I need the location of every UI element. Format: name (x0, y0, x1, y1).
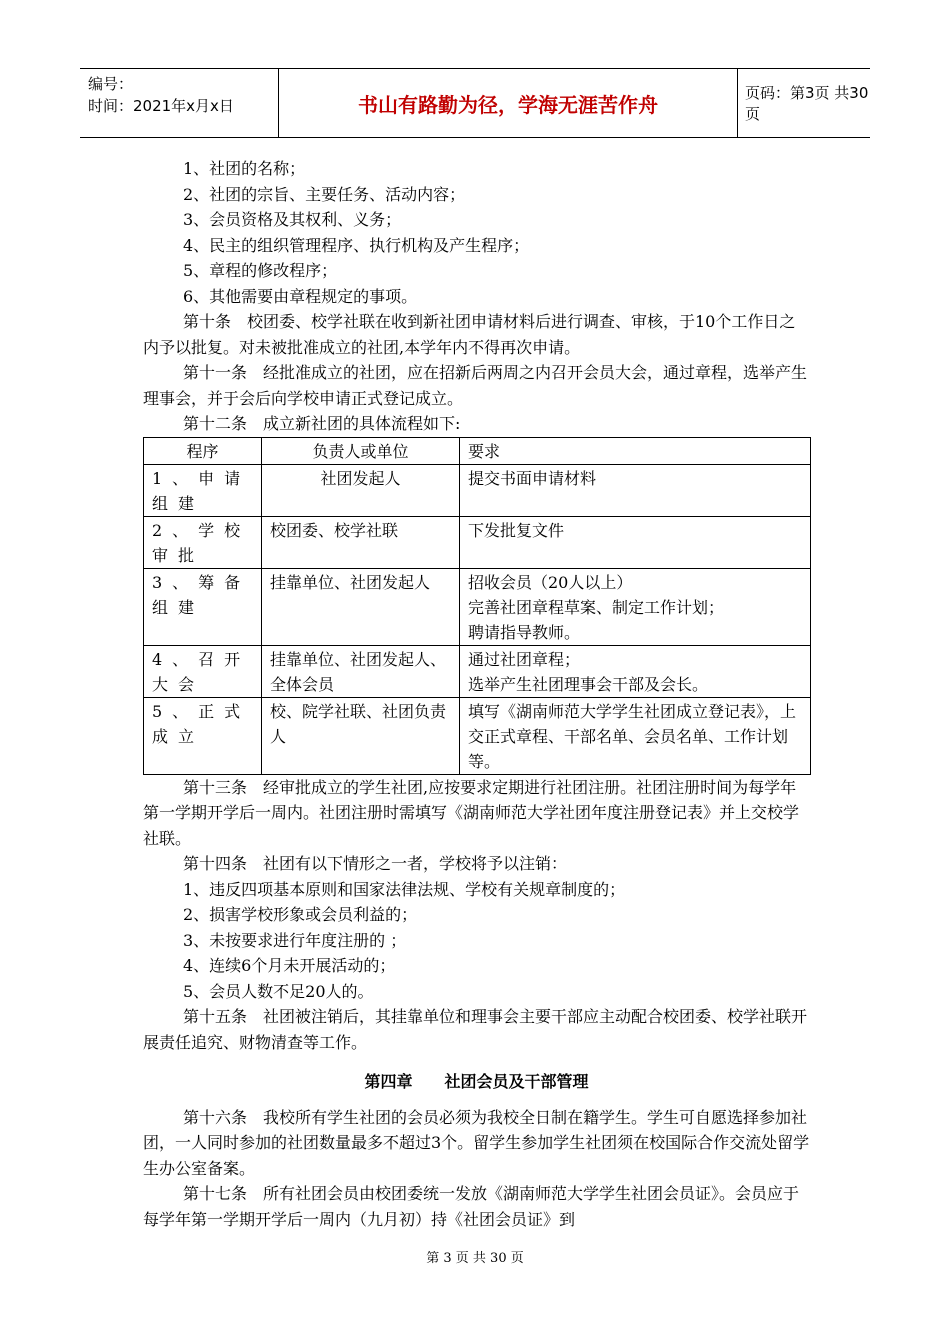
list-item: 1、违反四项基本原则和国家法律法规、学校有关规章制度的； (183, 879, 626, 899)
table-cell-step: 2、学校审批 (144, 516, 262, 568)
document-number-label: 编号： (88, 75, 134, 93)
table-header-cell: 负责人或单位 (262, 437, 460, 464)
page-header (80, 68, 870, 138)
table-cell-req: 下发批复文件 (460, 516, 811, 568)
list-item: 5、章程的修改程序； (183, 261, 338, 280)
article-11: 第十一条 经批准成立的社团，应在招新后两周之内召开会员大会，通过章程，选举产生理事会，并于会后向学校申请正式登记成立。 (143, 363, 808, 408)
chapter-title: 第四章 社团会员及干部管理 (364, 1072, 589, 1091)
table-row (144, 568, 811, 645)
article-17: 第十七条 所有社团会员由校团委统一发放《湖南师范大学学生社团会员证》。会员应于每学年第一学期开学后一周内（九月初）持《社团会员证》到 (143, 1184, 800, 1229)
table-cell-step: 5、正式成立 (144, 697, 262, 774)
table-header-row (144, 437, 811, 464)
table-cell-step: 3、筹备组建 (144, 568, 262, 645)
table-cell-owner: 校、院学社联、社团负责人 (262, 697, 460, 774)
list-item: 5、会员人数不足20人的。 (183, 981, 374, 1001)
article-10: 第十条 校团委、校学社联在收到新社团申请材料后进行调查、审核，于10个工作日之内予以批复。对未被批准成立的社团,本学年内不得再次申请。 (143, 312, 796, 357)
table-cell-owner: 社团发起人 (262, 464, 460, 516)
page-footer: 第 3 页 共 30 页 (426, 1251, 524, 1266)
table-cell-owner: 挂靠单位、社团发起人 (262, 568, 460, 645)
article-12: 第十二条 成立新社团的具体流程如下: (183, 414, 461, 433)
document-date-label: 时间：2021年x月x日 (88, 97, 234, 115)
article-14: 第十四条 社团有以下情形之一者，学校将予以注销： (183, 854, 568, 873)
header-motto: 书山有路勤为径，学海无涯苦作舟 (278, 69, 738, 137)
process-table (143, 437, 811, 775)
table-cell-req: 招收会员（20人以上） 完善社团章程草案、制定工作计划； 聘请指导教师。 (460, 568, 811, 645)
table-cell-req: 填写《湖南师范大学学生社团成立登记表》，上交正式章程、干部名单、会员名单、工作计划等。 (460, 697, 811, 774)
header-page-info: 页码：第3页 共30页 (745, 84, 869, 123)
document-body (143, 156, 810, 1232)
list-item: 2、损害学校形象或会员利益的； (183, 905, 418, 924)
article-16: 第十六条 我校所有学生社团的会员必须为我校全日制在籍学生。学生可自愿选择参加社团，一人同时参加的社团数量最多不超过3个。留学生参加学生社团须在校国际合作交流处留学生办公室备案。 (143, 1107, 810, 1178)
table-cell-owner: 挂靠单位、社团发起人、全体会员 (262, 645, 460, 697)
article-13: 第十三条 经审批成立的学生社团,应按要求定期进行社团注册。社团注册时间为每学年第一学期开学后一周内。社团注册时需填写《湖南师范大学社团年度注册登记表》并上交校学社联。 (143, 777, 800, 848)
table-row (144, 464, 811, 516)
table-header-cell: 要求 (460, 437, 811, 464)
list-item: 4、民主的组织管理程序、执行机构及产生程序； (183, 235, 530, 255)
list-item: 2、社团的宗旨、主要任务、活动内容； (183, 184, 466, 204)
table-cell-req: 通过社团章程； 选举产生社团理事会干部及会长。 (460, 645, 811, 697)
table-row (144, 516, 811, 568)
list-item: 6、其他需要由章程规定的事项。 (183, 286, 418, 306)
table-cell-req: 提交书面申请材料 (460, 464, 811, 516)
header-meta (80, 69, 278, 137)
table-row (144, 697, 811, 774)
table-row (144, 645, 811, 697)
list-item: 1、社团的名称； (183, 159, 306, 178)
table-header-cell: 程序 (144, 437, 262, 464)
table-cell-step: 4、召开大会 (144, 645, 262, 697)
list-item: 3、会员资格及其权利、义务； (183, 210, 402, 229)
list-item: 3、未按要求进行年度注册的 ； (183, 930, 407, 950)
article-15: 第十五条 社团被注销后，其挂靠单位和理事会主要干部应主动配合校团委、校学社联开展责任追究、财物清查等工作。 (143, 1007, 808, 1052)
list-item: 4、连续6个月未开展活动的； (183, 956, 396, 975)
table-cell-step: 1、申请组建 (144, 464, 262, 516)
table-cell-owner: 校团委、校学社联 (262, 516, 460, 568)
